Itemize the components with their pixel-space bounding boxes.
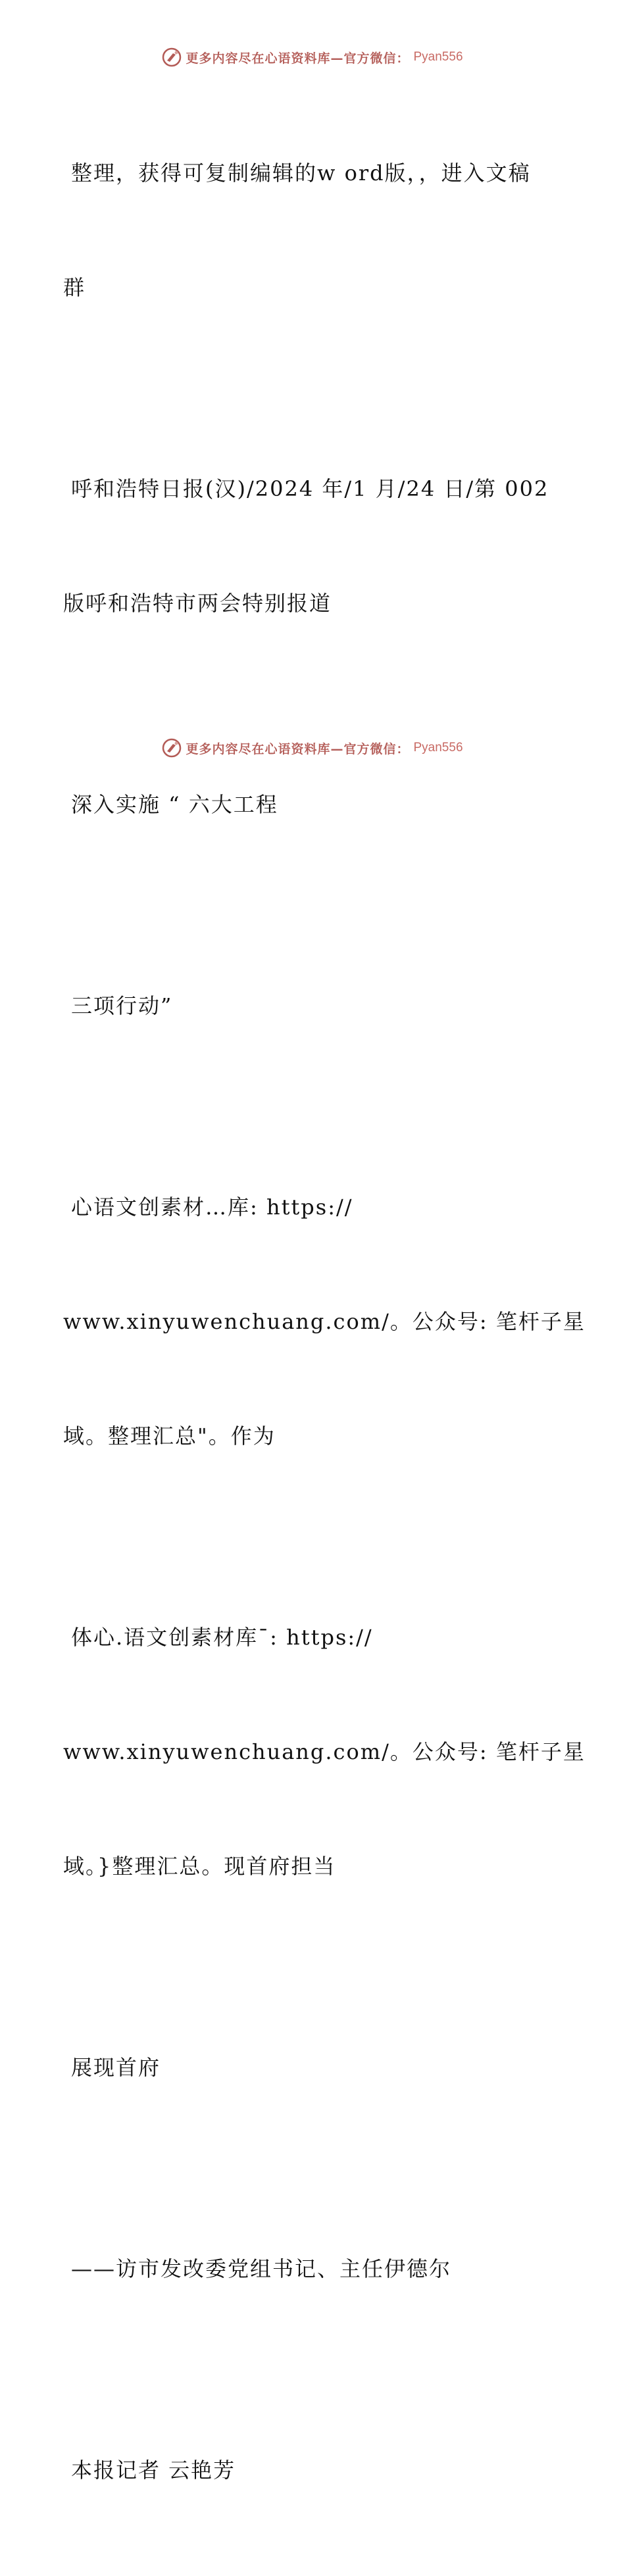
banner-text: 更多内容尽在心语资料库—官方微信： [186, 51, 410, 66]
paragraph-2 [63, 393, 550, 699]
text-line: 呼和浩特日报(汉)/2024 年/1 月/24 日/第 002 [71, 476, 549, 501]
text-line: 三项行动” [71, 993, 173, 1018]
paragraph-5 [63, 1112, 586, 1531]
text-line: ——访市发改委党组书记、主任伊德尔 [71, 2256, 452, 2281]
banner-wechat-id: Pyan556 [413, 741, 463, 755]
paragraph-8 [63, 2173, 550, 2364]
text-line: 本报记者 云艳芳 [71, 2458, 236, 2483]
document-body [63, 78, 586, 2576]
paragraph-1 [63, 78, 550, 383]
text-line: www.xinyuwenchuang.com/。公众号: 笔杆子星 [63, 1739, 586, 1764]
text-line: 群 [63, 275, 86, 300]
text-line: 心语文创素材…库: https:// [71, 1195, 353, 1220]
logo-icon [162, 738, 182, 758]
paragraph-9 [63, 2375, 550, 2565]
text-line: 域。}整理汇总。现首府担当 [63, 1854, 336, 1879]
banner-text: 更多内容尽在心语资料库—官方微信： [186, 741, 410, 756]
text-line: 展现首府 [71, 2055, 161, 2080]
text-line: www.xinyuwenchuang.com/。公众号: 笔杆子星 [63, 1309, 586, 1334]
logo-icon [162, 47, 182, 67]
text-line: 深入实施 “ 六大工程 [71, 792, 278, 817]
watermark-banner-top [0, 47, 625, 67]
paragraph-4 [63, 910, 550, 1101]
paragraph-6 [63, 1542, 586, 1962]
text-line: 体心.语文创素材库¯: https:// [71, 1625, 373, 1650]
text-line: 域。整理汇总"。作为 [63, 1424, 276, 1449]
watermark-banner-bottom [0, 738, 625, 758]
text-line: 版呼和浩特市两会特别报道 [63, 591, 332, 616]
text-line: 整理，获得可复制编辑的w ord版，，进入文稿 [71, 161, 531, 186]
banner-wechat-id: Pyan556 [413, 50, 463, 64]
paragraph-7 [63, 1972, 550, 2163]
